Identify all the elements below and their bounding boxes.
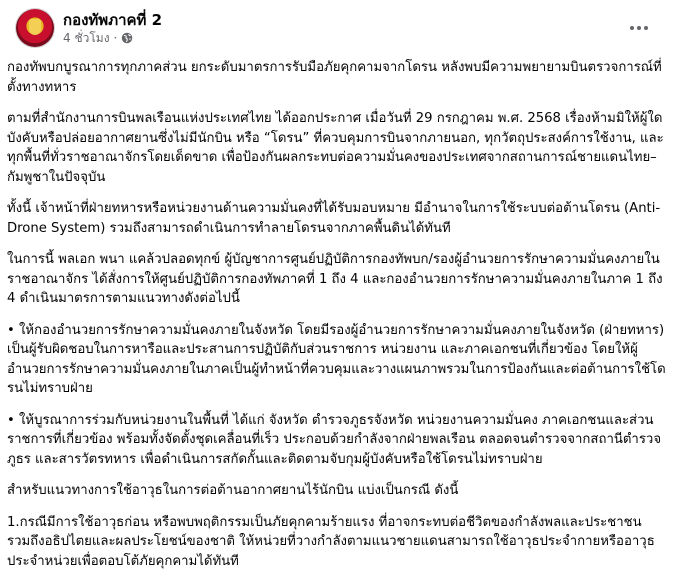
globe-icon [121,32,133,44]
post-paragraph-headline: กองทัพบกบูรณาการทุกภาคส่วน ยกระดับมาตรการรับมือภัยคุกคามจากโดรน หลังพบมีความพยายามบินตรวจการณ์ที่ตั้งทางทหาร [7,60,662,95]
page-avatar[interactable] [16,9,54,47]
post-paragraph: ตามที่สำนักงานการบินพลเรือนแห่งประเทศไทย ได้ออกประกาศ เมื่อวันที่ 29 กรกฎาคม พ.ศ. 2568 เรื่องห้ามมิให้ผู้ใดบังคับหรือปล่อยอากาศยานซึ่งไม่มีนักบิน หรือ “โดรน” ที่ควบคุมการบินจากภายนอก, ทุกวัตถุประสงค์การใช้งาน, และทุกพื้นที่ทั่วราชอาณาจักรโดยเด็ดขาด เพื่อป้องกันผลกระทบต่อความมั่นคงของประเทศจากสถานการณ์ชายแดนไทย–กัมพูชาในปัจจุบัน [7,111,664,185]
post-paragraph: สำหรับแนวทางการใช้อาวุธในการต่อต้านอากาศยานไร้นักบิน แบ่งเป็นกรณี ดังนี้ [7,483,459,498]
post-timestamp[interactable]: 4 ชั่วโมง [63,30,110,45]
post-header [16,6,657,50]
post-subline [63,30,162,46]
post-body [7,58,667,583]
more-options-icon[interactable] [621,10,657,46]
separator-dot: · [113,30,118,45]
page-name-link[interactable]: กองทัพภาคที่ 2 [63,10,163,29]
post-meta [63,11,162,46]
post-paragraph: ในการนี้ พลเอก พนา แคล้วปลอดทุกข์ ผู้บัญชาการศูนย์ปฏิบัติการกองทัพบก/รองผู้อำนวยการรักษาความมั่นคงภายในราชอาณาจักร ได้สั่งการให้ศูนย์ปฏิบัติการกองทัพภาคที่ 1 ถึง 4 และกองอำนวยการรักษาความมั่นคงภายในภาค 1 ถึง 4 ดำเนินมาตรการตามแนวทางดังต่อไปนี้ [7,252,667,306]
post-bullet: • ให้บูรณาการร่วมกับหน่วยงานในพื้นที่ ได้แก่ จังหวัด ตำรวจภูธรจังหวัด หน่วยงานความมั่นคง ภาคเอกชนและส่วนราชการที่เกี่ยวข้อง พร้อมทั้งจัดตั้งชุดเคลื่อนที่เร็ว ประกอบด้วยกำลังจากฝ่ายพลเรือน ตลอดจนตำรวจจากสถานีตำรวจภูธร และสารวัตรทหาร เพื่อดำเนินการสกัดกั้นและติดตามจับกุมผู้บังคับหรือใช้โดรนไม่ทราบฝ่าย [7,412,662,467]
post-bullet: • ให้กองอำนวยการรักษาความมั่นคงภายในจังหวัด โดยมีรองผู้อำนวยการรักษาความมั่นคงภายในจังหวัด (ฝ่ายทหาร) เป็นผู้รับผิดชอบในการหารือและประสานการปฏิบัติกับส่วนราชการ หน่วยงาน และภาคเอกชนที่เกี่ยวข้อง โดยให้ผู้อำนวยการรักษาความมั่นคงภายในภาคเป็นผู้ทำหน้าที่ควบคุมและวางแผนภาพรวมในการป้องกันและต่อต้านการใช้โดรนไม่ทราบฝ่าย [7,322,669,396]
post-paragraph: 1.กรณีมีการใช้อาวุธก่อน หรือพบพฤติกรรมเป็นภัยคุกคามร้ายแรง ที่อาจกระทบต่อชีวิตของกำลังพลและประชาชน รวมถึงอธิปไตยและผลประโยชน์ของชาติ ให้หน่วยที่วางกำลังตามแนวชายแดนสามารถใช้อาวุธประจำกายหรืออาวุธประจำหน่วยเพื่อตอบโต้ภัยคุกคามได้ทันที [7,514,655,569]
post-paragraph: ทั้งนี้ เจ้าหน้าที่ฝ่ายทหารหรือหน่วยงานด้านความมั่นคงที่ได้รับมอบหมาย มีอำนาจในการใช้ระบบต่อต้านโดรน (Anti-Drone System) รวมถึงสามารถดำเนินการทำลายโดรนจากภาคพื้นดินได้ทันที [7,201,661,236]
